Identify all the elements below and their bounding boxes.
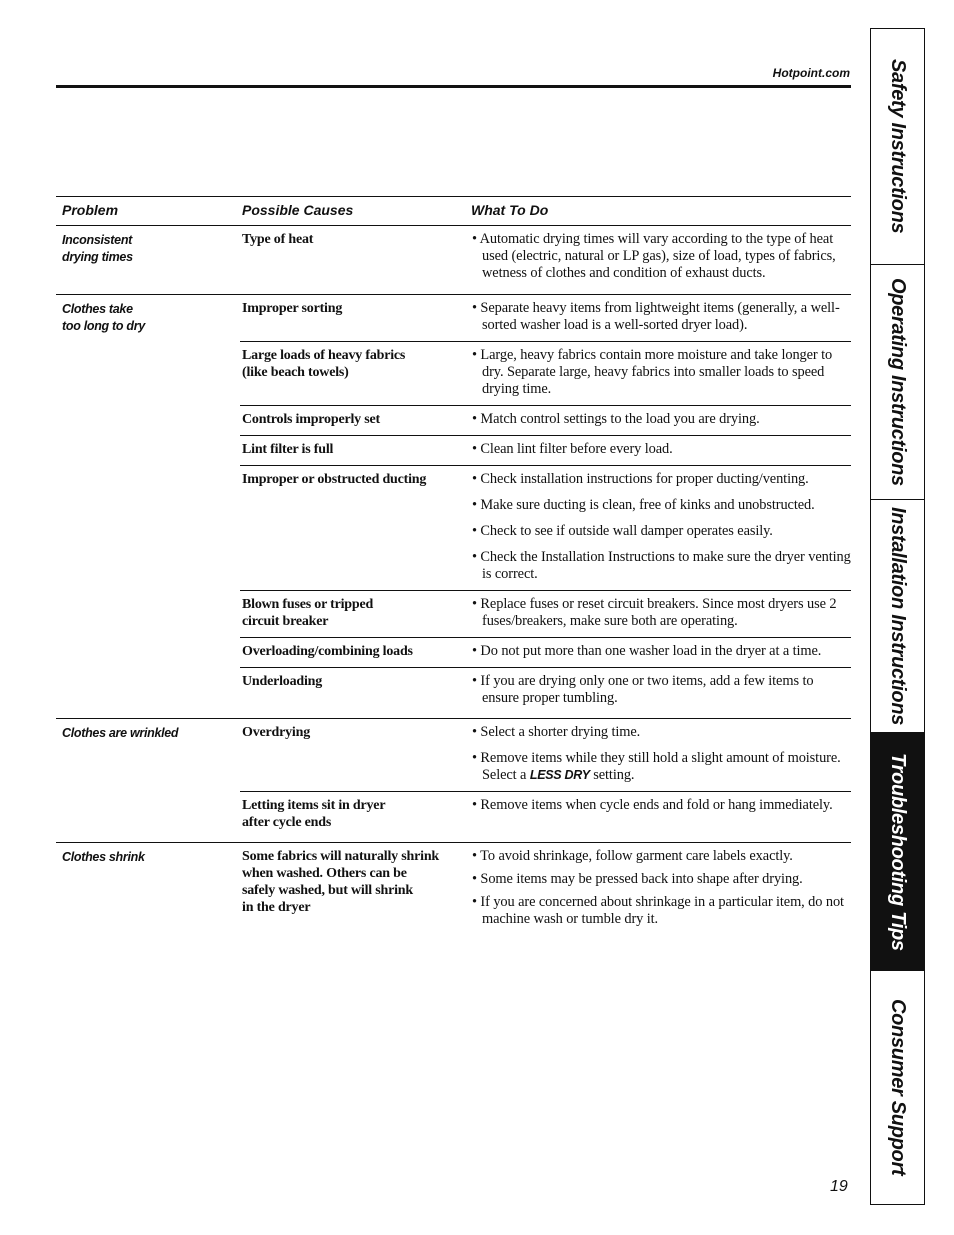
tab-safety-instructions[interactable]: Safety Instructions xyxy=(871,29,924,265)
cause-text: Type of heat xyxy=(242,232,314,247)
problem-group-inconsistent-drying xyxy=(56,226,851,295)
column-header-causes: Possible Causes xyxy=(242,202,354,218)
tab-operating-instructions[interactable]: Operating Instructions xyxy=(871,265,924,500)
header-rule xyxy=(56,85,851,88)
site-url: Hotpoint.com xyxy=(772,66,850,80)
todo-text: • Automatic drying times will vary according to the type of heat used (electric, natural or LP gas), size of load, types of fabrics, wetness of clothes and condition of exhaust ducts. xyxy=(472,231,836,281)
todo-text: • Large, heavy fabrics contain more moisture and take longer to dry. Separate large, heavy fabrics into smaller loads to speed drying time. xyxy=(472,347,833,397)
todo-text: • Clean lint filter before every load. xyxy=(472,441,673,457)
cause-text: Some fabrics will naturally shrink when washed. Others can be safely washed, but will shrink in the dryer xyxy=(242,849,439,915)
todo-text: • Replace fuses or reset circuit breakers. Since most dryers use 2 fuses/breakers, make sure both are operating. xyxy=(472,596,837,629)
table-row xyxy=(240,638,851,668)
todo-text: • Check installation instructions for proper ducting/venting. • Make sure ducting is clean, free of kinks and unobstructed. • Check to see if outside wall damper operates easily. • Check the Installation Instructions to make sure the dryer venting is correct. xyxy=(472,471,851,582)
todo-text: • Do not put more than one washer load in the dryer at a time. xyxy=(472,643,822,659)
tab-troubleshooting-tips[interactable]: Troubleshooting Tips xyxy=(871,733,924,971)
table-row xyxy=(240,591,851,638)
column-header-what-to-do: What To Do xyxy=(471,202,549,218)
cause-text: Letting items sit in dryer after cycle ends xyxy=(242,798,386,830)
table-row xyxy=(240,719,851,792)
table-row xyxy=(240,295,851,342)
cause-text: Improper or obstructed ducting xyxy=(242,472,427,487)
cause-text: Blown fuses or tripped circuit breaker xyxy=(242,597,374,629)
table-row xyxy=(240,226,851,294)
problem-group-shrink xyxy=(56,843,851,941)
cause-text: Large loads of heavy fabrics (like beach towels) xyxy=(242,348,406,380)
problem-label: Clothes shrink xyxy=(62,850,145,864)
troubleshooting-table xyxy=(56,196,851,941)
table-header xyxy=(56,196,851,226)
todo-text: • If you are drying only one or two items, add a few items to ensure proper tumbling. xyxy=(472,673,814,706)
table-row xyxy=(240,436,851,466)
problem-group-too-long-to-dry xyxy=(56,295,851,719)
todo-text: • Select a shorter drying time. • Remove items while they still hold a slight amount of moisture. Select a LESS DRY setting. xyxy=(472,724,841,783)
column-header-problem: Problem xyxy=(62,202,119,218)
table-row xyxy=(240,466,851,591)
todo-text: • Separate heavy items from lightweight items (generally, a well-sorted washer load is a well-sorted dryer load). xyxy=(472,300,840,333)
table-row xyxy=(240,406,851,436)
todo-text: • To avoid shrinkage, follow garment care labels exactly. • Some items may be pressed back into shape after drying. • If you are concerned about shrinkage in a particular item, do not machine wash or tumble dry it. xyxy=(472,848,844,927)
tab-installation-instructions[interactable]: Installation Instructions xyxy=(871,500,924,733)
table-row xyxy=(240,792,851,842)
problem-label: Clothes take too long to dry xyxy=(62,302,145,333)
cause-text: Overdrying xyxy=(242,725,310,740)
table-row xyxy=(240,843,851,941)
cause-text: Improper sorting xyxy=(242,301,343,316)
problem-label: Clothes are wrinkled xyxy=(62,726,179,740)
table-row xyxy=(240,668,851,718)
cause-text: Underloading xyxy=(242,674,323,689)
todo-text: • Remove items when cycle ends and fold or hang immediately. xyxy=(472,797,833,813)
cause-text: Overloading/combining loads xyxy=(242,644,413,659)
less-dry-setting-label: LESS DRY xyxy=(529,768,590,782)
cause-text: Lint filter is full xyxy=(242,442,334,457)
problem-label: Inconsistent drying times xyxy=(62,233,133,264)
problem-group-wrinkled xyxy=(56,719,851,843)
cause-text: Controls improperly set xyxy=(242,412,380,427)
table-row xyxy=(240,342,851,406)
page-number: 19 xyxy=(830,1178,848,1195)
section-sidebar xyxy=(870,28,925,1205)
tab-consumer-support[interactable]: Consumer Support xyxy=(887,999,909,1176)
todo-text: • Match control settings to the load you are drying. xyxy=(472,411,760,427)
